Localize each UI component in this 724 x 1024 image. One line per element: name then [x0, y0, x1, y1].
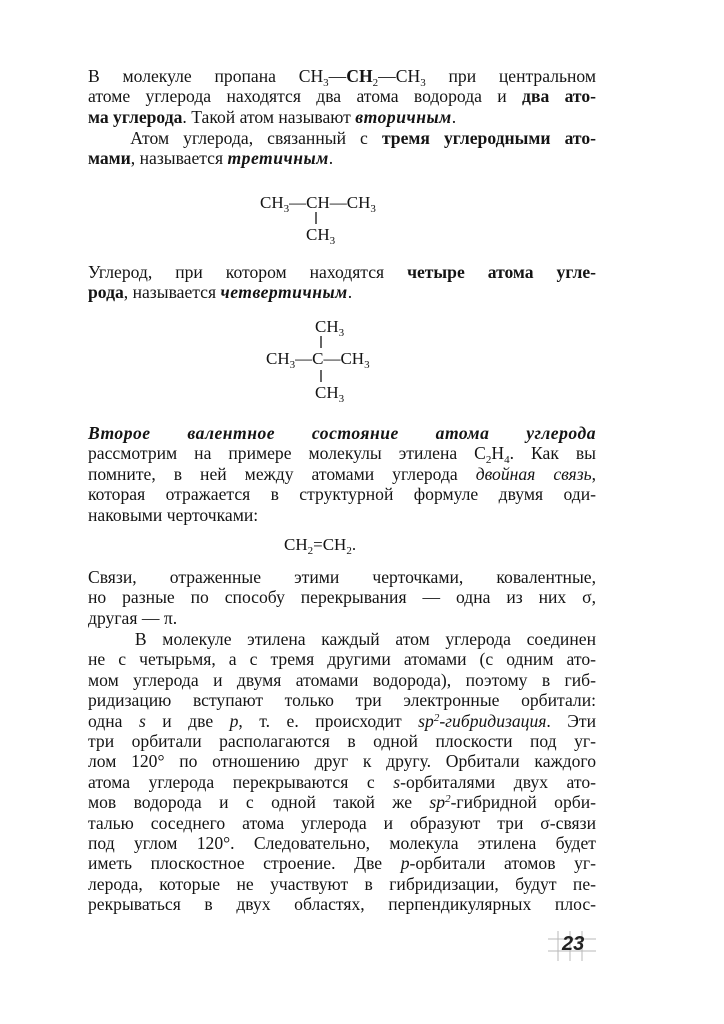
svg-text:CH3: $CH_3$	[315, 317, 345, 339]
text-line: атома углерода перекрываются с s-орбиталями двух ато-	[88, 771, 597, 792]
page-number: 23	[562, 933, 585, 955]
isobutane-formula	[256, 188, 406, 248]
text-line: другая — π.	[88, 607, 178, 628]
text-line: В молекуле пропана $CH_3—CH_2—CH_3$ при центральном	[88, 66, 597, 89]
text-line: Атом углерода, связанный с тремя углеродными ато-	[88, 128, 596, 148]
text-line: талью соседнего атома углерода и образуют три σ-связи	[88, 812, 596, 833]
text-line: Связи, отраженные этими черточками, ковалентные,	[88, 567, 596, 587]
ethylene-formula	[282, 532, 402, 558]
paragraph-tertiary	[88, 128, 596, 169]
text-line: под углом 120°. Следовательно, молекула этилена будет	[88, 832, 596, 853]
paragraph-propane	[88, 66, 596, 127]
text-line: рекрываться в двух областях, перпендикулярных плос-	[88, 894, 596, 915]
svg-text:CH3: $CH_3$	[306, 225, 336, 247]
text-line: наковыми черточками:	[88, 504, 259, 525]
text-line: помните, в ней между атомами углерода двойная связь,	[88, 463, 597, 484]
svg-text:CH3—CH—CH3: $CH_3—CH—CH_3$	[260, 193, 376, 215]
text-line: ридизацию вступают только три электронные орбитали:	[88, 690, 596, 711]
svg-text:CH3—C—CH3: $CH_3—C—CH_3$	[266, 349, 370, 371]
text-line: рода, называется четвертичным.	[88, 282, 353, 303]
svg-text:CH2=CH2.: $CH_2=CH_2$.	[284, 535, 357, 557]
paragraph-ethylene-hybridization	[88, 629, 596, 914]
neopentane-formula	[262, 312, 402, 408]
text-line: Углерод, при котором находятся четыре атома угле-	[88, 262, 596, 282]
text-line: лерода, которые не участвуют в гибридизации, будут пе-	[88, 873, 596, 894]
text-line: мов водорода и с одной такой же $sp^2$-гибридной орби-	[88, 792, 596, 813]
svg-text:CH3: $CH_3$	[315, 383, 345, 405]
text-line: иметь плоскостное строение. Две p-орбитали атомов уг-	[88, 853, 596, 874]
text-line: лом 120° по отношению друг к другу. Орбитали каждого	[88, 751, 596, 772]
text-line: не с четырьмя, а с тремя другими атомами (с одним ато-	[88, 649, 596, 670]
text-line: В молекуле этилена каждый атом углерода соединен	[88, 629, 596, 649]
text-line: рассмотрим на примере молекулы этилена $C_2H_4$. Как вы	[88, 443, 596, 467]
text-line: которая отражается в структурной формуле двумя оди-	[88, 484, 596, 505]
page-number-box	[548, 931, 596, 961]
text-line: мом углерода и двумя атомами водорода), поэтому в гиб-	[88, 669, 596, 690]
text-line: мами, называется третичным.	[88, 148, 334, 169]
text-line: три орбитали располагаются в одной плоскости под уг-	[88, 730, 596, 751]
text-line: ма углерода. Такой атом называют вторичным.	[88, 106, 457, 127]
text-line: Второе валентное состояние атома углерода	[88, 423, 596, 443]
text-line: атоме углерода находятся два атома водорода и два ато-	[88, 86, 596, 107]
text-line: одна s и две p, т. е. происходит $sp^2$-гибридизация. Эти	[88, 710, 597, 731]
paragraph-quaternary	[88, 262, 596, 303]
paragraph-second-valence	[88, 423, 596, 525]
paragraph-bonds	[88, 567, 596, 628]
text-line: но разные по способу перекрывания — одна из них σ,	[88, 587, 596, 608]
